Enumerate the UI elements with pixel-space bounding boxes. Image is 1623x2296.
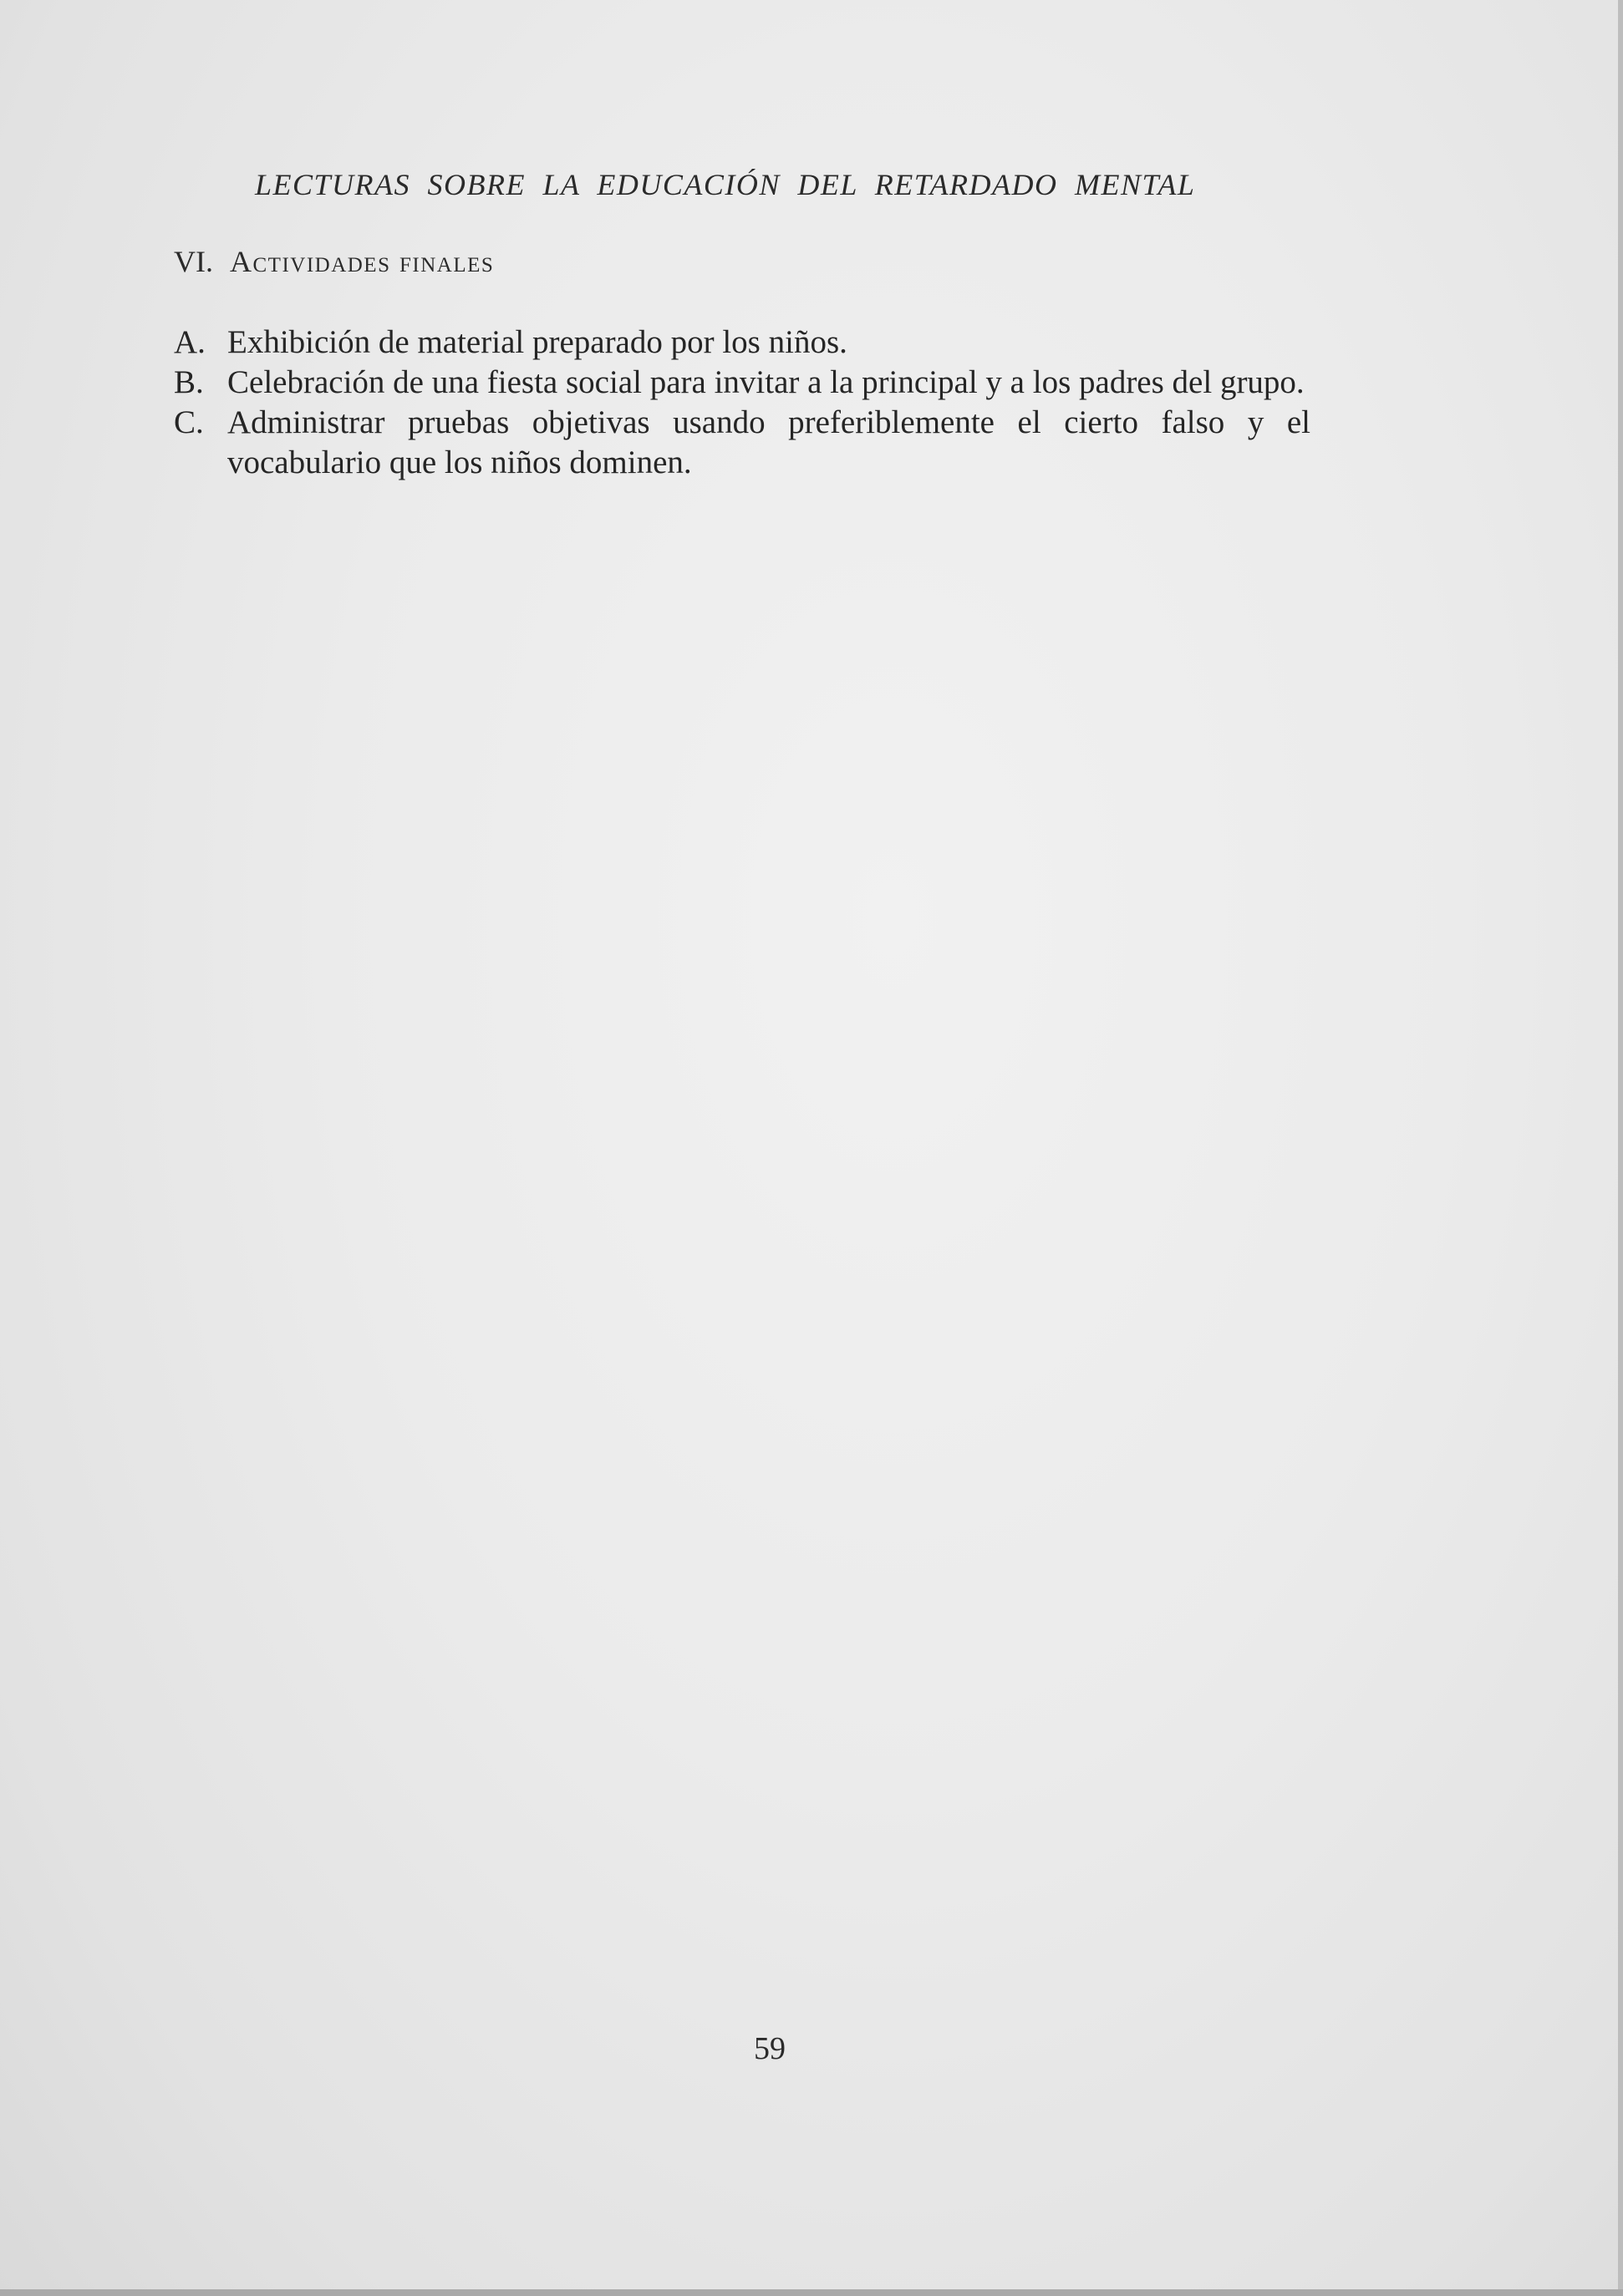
list-item-text: Celebración de una fiesta social para invitar a la principal y a los padres del grupo. xyxy=(227,364,1305,400)
activity-list xyxy=(174,323,1310,483)
list-item-letter: C. xyxy=(174,404,204,440)
list-item-text: Administrar pruebas objetivas usando preferiblemente el cierto falso y el vocabulario que los niños dominen. xyxy=(227,404,1310,480)
list-item xyxy=(174,323,1310,363)
section-title: Actividades finales xyxy=(230,245,495,278)
section-numeral: VI. xyxy=(174,245,213,278)
list-item xyxy=(174,363,1310,403)
list-item xyxy=(174,403,1310,483)
running-head: LECTURAS SOBRE LA EDUCACIÓN DEL RETARDADO MENTAL xyxy=(255,168,1196,201)
list-item-text: Exhibición de material preparado por los niños. xyxy=(227,324,847,360)
page-number: 59 xyxy=(754,2031,786,2066)
list-item-letter: B. xyxy=(174,364,204,400)
section-heading xyxy=(174,244,494,279)
list-item-letter: A. xyxy=(174,324,206,360)
page-bottom-edge xyxy=(0,2289,1623,2296)
page-right-edge xyxy=(1618,0,1623,2296)
